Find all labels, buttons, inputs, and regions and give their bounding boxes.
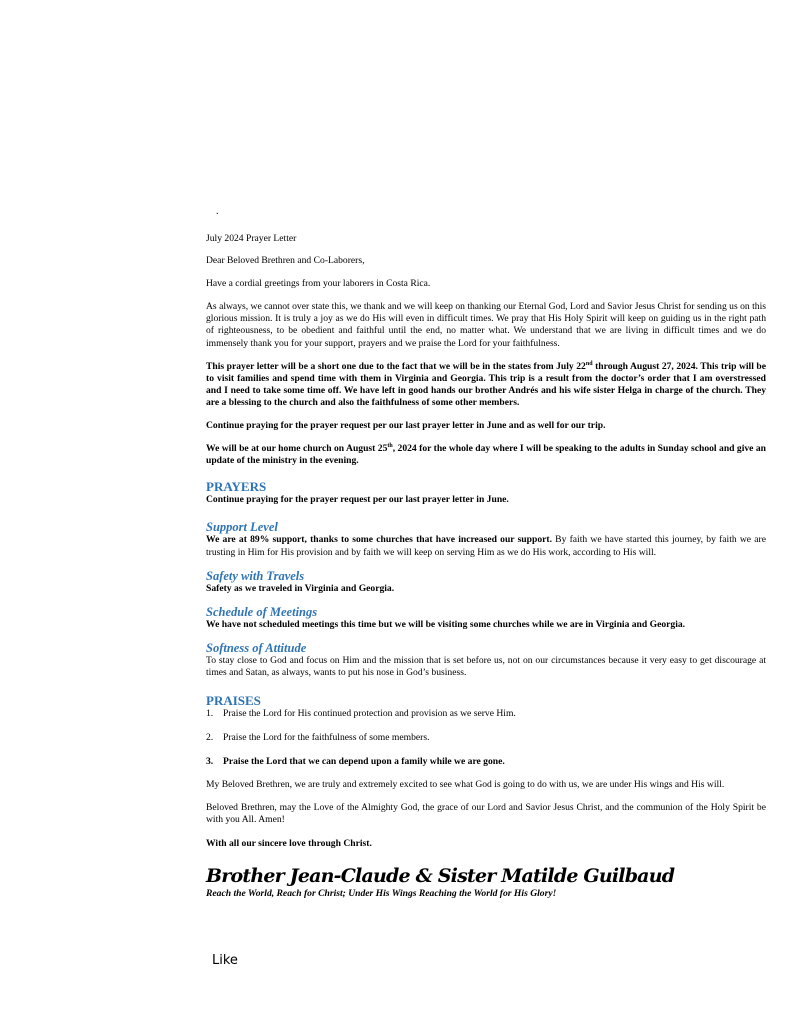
letter-body [206, 205, 766, 900]
closing-paragraph-1: My Beloved Brethren, we are truly and extremely excited to see what God is going to do with us, we are under His wings and His will. [206, 779, 725, 791]
praise-number: 3. [206, 756, 214, 768]
greeting: Have a cordial greetings from your laborers in Costa Rica. [206, 278, 431, 290]
home-church-superscript: th [387, 443, 393, 450]
trip-text-1: This prayer letter will be a short one due to the fact that we will be in the states from July 22 [206, 360, 586, 372]
support-text [206, 534, 766, 558]
closing-paragraph-3: With all our sincere love through Christ. [206, 837, 372, 849]
meetings-text: We have not scheduled meetings this time but we will be visiting some churches while we are in Virginia and Georgia. [206, 618, 686, 630]
trip-text-2: through August 27, 2024. This trip will be to visit families and spend time with them in Virginia and Georgia. This trip is a result from the doctor’s order that I am overstressed and I need to take some time off. We have left in good hands our brother Andrés and his wife sister Helga in charge of the church. They are a blessing to the church and also the faithfulness of some other members. [206, 360, 766, 408]
home-church-text-2: , 2024 for the whole day where I will be speaking to the adults in Sunday school and give an update of the ministry in the evening. [206, 443, 766, 467]
like-button[interactable]: Like [212, 953, 238, 968]
praise-number: 1. [206, 707, 214, 719]
signature: Brother Jean-Claude & Sister Matilde Guilbaud [206, 864, 675, 887]
closing-paragraph-2: Beloved Brethren, may the Love of the Almighty God, the grace of our Lord and Savior Jesus Christ, and the communion of the Holy Spirit be with you All. Amen! [206, 802, 766, 826]
support-heading: Support Level [206, 520, 278, 535]
praise-number: 2. [206, 732, 214, 744]
safety-text: Safety as we traveled in Virginia and Georgia. [206, 582, 395, 594]
praise-text: Praise the Lord for the faithfulness of some members. [223, 732, 430, 744]
leading-mark: . [216, 206, 219, 217]
prayers-text: Continue praying for the prayer request per our last prayer letter in June. [206, 494, 509, 506]
attitude-text: To stay close to God and focus on Him and the mission that is set before us, not on our circumstances because it very easy to get discourage at times and Satan, as always, wants to put his nose in God’s business. [206, 654, 766, 678]
praises-list [206, 708, 766, 768]
continue-praying: Continue praying for the prayer request per our last prayer letter in June and as well for our trip. [206, 420, 606, 432]
praise-item-1 [206, 708, 766, 720]
praises-heading: PRAISES [206, 692, 261, 708]
trip-paragraph [206, 361, 766, 409]
intro-paragraph: As always, we cannot over state this, we thank and we will keep on thanking our Eternal God, Lord and Savior Jesus Christ for sending us on this glorious mission. It is truly a joy as we do His will even in difficult times. We pray that His Holy Spirit will keep on guiding us in the right path of righteousness, to be obedient and faithful until the end, no matter what. We understand that we are living in difficult times and we do immensely thank you for your support, prayers and we praise the Lord for your faithfulness. [206, 301, 766, 349]
letter-title: July 2024 Prayer Letter [206, 233, 297, 244]
meetings-heading: Schedule of Meetings [206, 604, 318, 619]
salutation: Dear Beloved Brethren and Co-Laborers, [206, 255, 365, 267]
tagline: Reach the World, Reach for Christ; Under His Wings Reaching the World for His Glory! [206, 887, 557, 899]
safety-heading: Safety with Travels [206, 568, 305, 583]
praise-item-3 [206, 756, 766, 768]
support-normal: By faith we have started this journey, by faith we are trusting in Him for His provision and by faith we will keep on serving Him as we do His work, according to His will. [206, 534, 766, 558]
praise-text: Praise the Lord that we can depend upon a family while we are gone. [223, 756, 505, 768]
praise-item-2 [206, 732, 766, 744]
attitude-heading: Softness of Attitude [206, 640, 307, 655]
home-church-text-1: We will be at our home church on August 25 [206, 443, 388, 455]
home-church-paragraph [206, 443, 766, 467]
praise-text: Praise the Lord for His continued protection and provision as we serve Him. [223, 707, 516, 719]
support-bold: We are at 89% support, thanks to some churches that have increased our support. [206, 534, 552, 546]
trip-superscript: nd [585, 360, 593, 367]
prayers-heading: PRAYERS [206, 479, 267, 495]
